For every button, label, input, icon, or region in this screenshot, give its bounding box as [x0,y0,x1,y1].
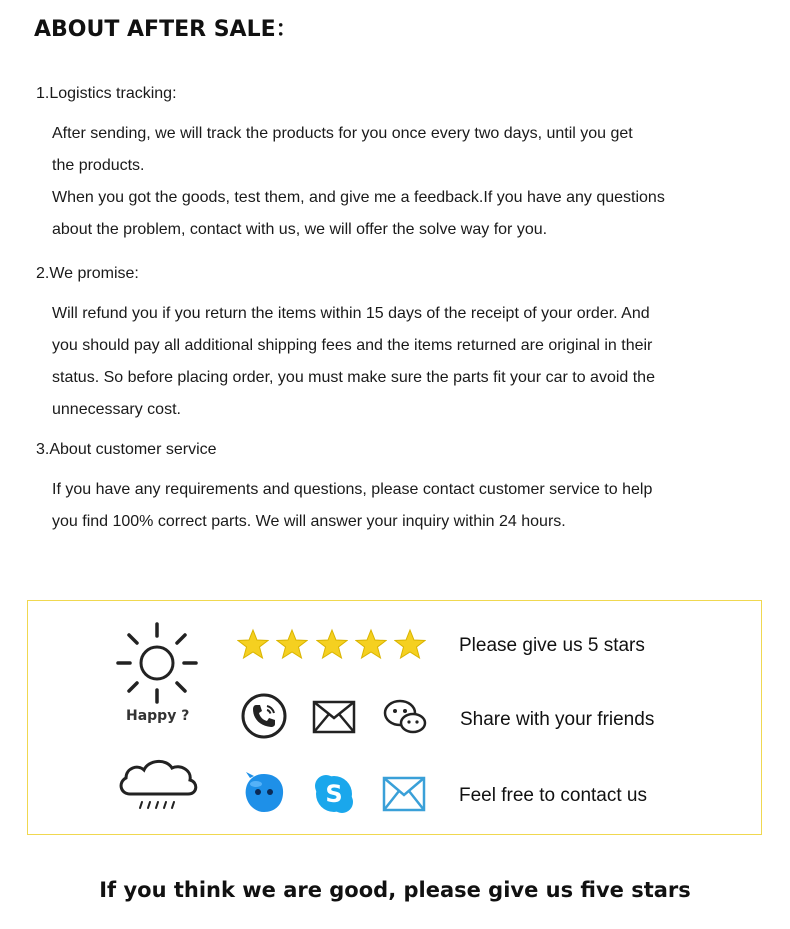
section-line: you find 100% correct parts. We will answer your inquiry within 24 hours. [52,513,566,530]
sun-icon [116,622,198,704]
star-icon [316,628,348,660]
mail-outline-icon [382,776,426,812]
qq-icon [240,770,288,816]
skype-icon [311,771,357,817]
happy-label: Happy ? [126,708,190,724]
cloud-rain-icon [116,758,200,814]
section-line: unnecessary cost. [52,401,181,418]
section-line: After sending, we will track the products for you once every two days, until you get [52,125,633,142]
wechat-icon [382,697,428,737]
row-label-stars: Please give us 5 stars [459,635,645,656]
svg-text:S: S [325,780,343,808]
section-customer-service [36,440,766,538]
section-line: If you have any requirements and questions, please contact customer service to help [52,481,653,498]
row-label-share: Share with your friends [460,709,655,730]
section-heading: 3.About customer service [36,441,217,458]
section-heading: 1.Logistics tracking: [36,85,177,102]
star-icon [276,628,308,660]
page-title: ABOUT AFTER SALE： [34,17,298,42]
star-icon [355,628,387,660]
section-line: status. So before placing order, you must make sure the parts fit your car to avoid the [52,369,655,386]
star-icon [237,628,269,660]
phone-icon [240,692,288,740]
section-heading: 2.We promise: [36,265,139,282]
section-line: Will refund you if you return the items within 15 days of the receipt of your order. And [52,305,650,322]
section-line: you should pay all additional shipping fees and the items returned are original in their [52,337,653,354]
row-label-contact: Feel free to contact us [459,785,647,806]
section-promise [36,264,766,426]
star-icon [394,628,426,660]
footer-message: If you think we are good, please give us five stars [99,878,691,902]
section-line: about the problem, contact with us, we will offer the solve way for you. [52,221,548,238]
section-line: When you got the goods, test them, and give me a feedback.If you have any questions [52,189,665,206]
section-line: the products. [52,157,145,174]
section-logistics [36,84,766,246]
mail-icon [312,700,356,734]
